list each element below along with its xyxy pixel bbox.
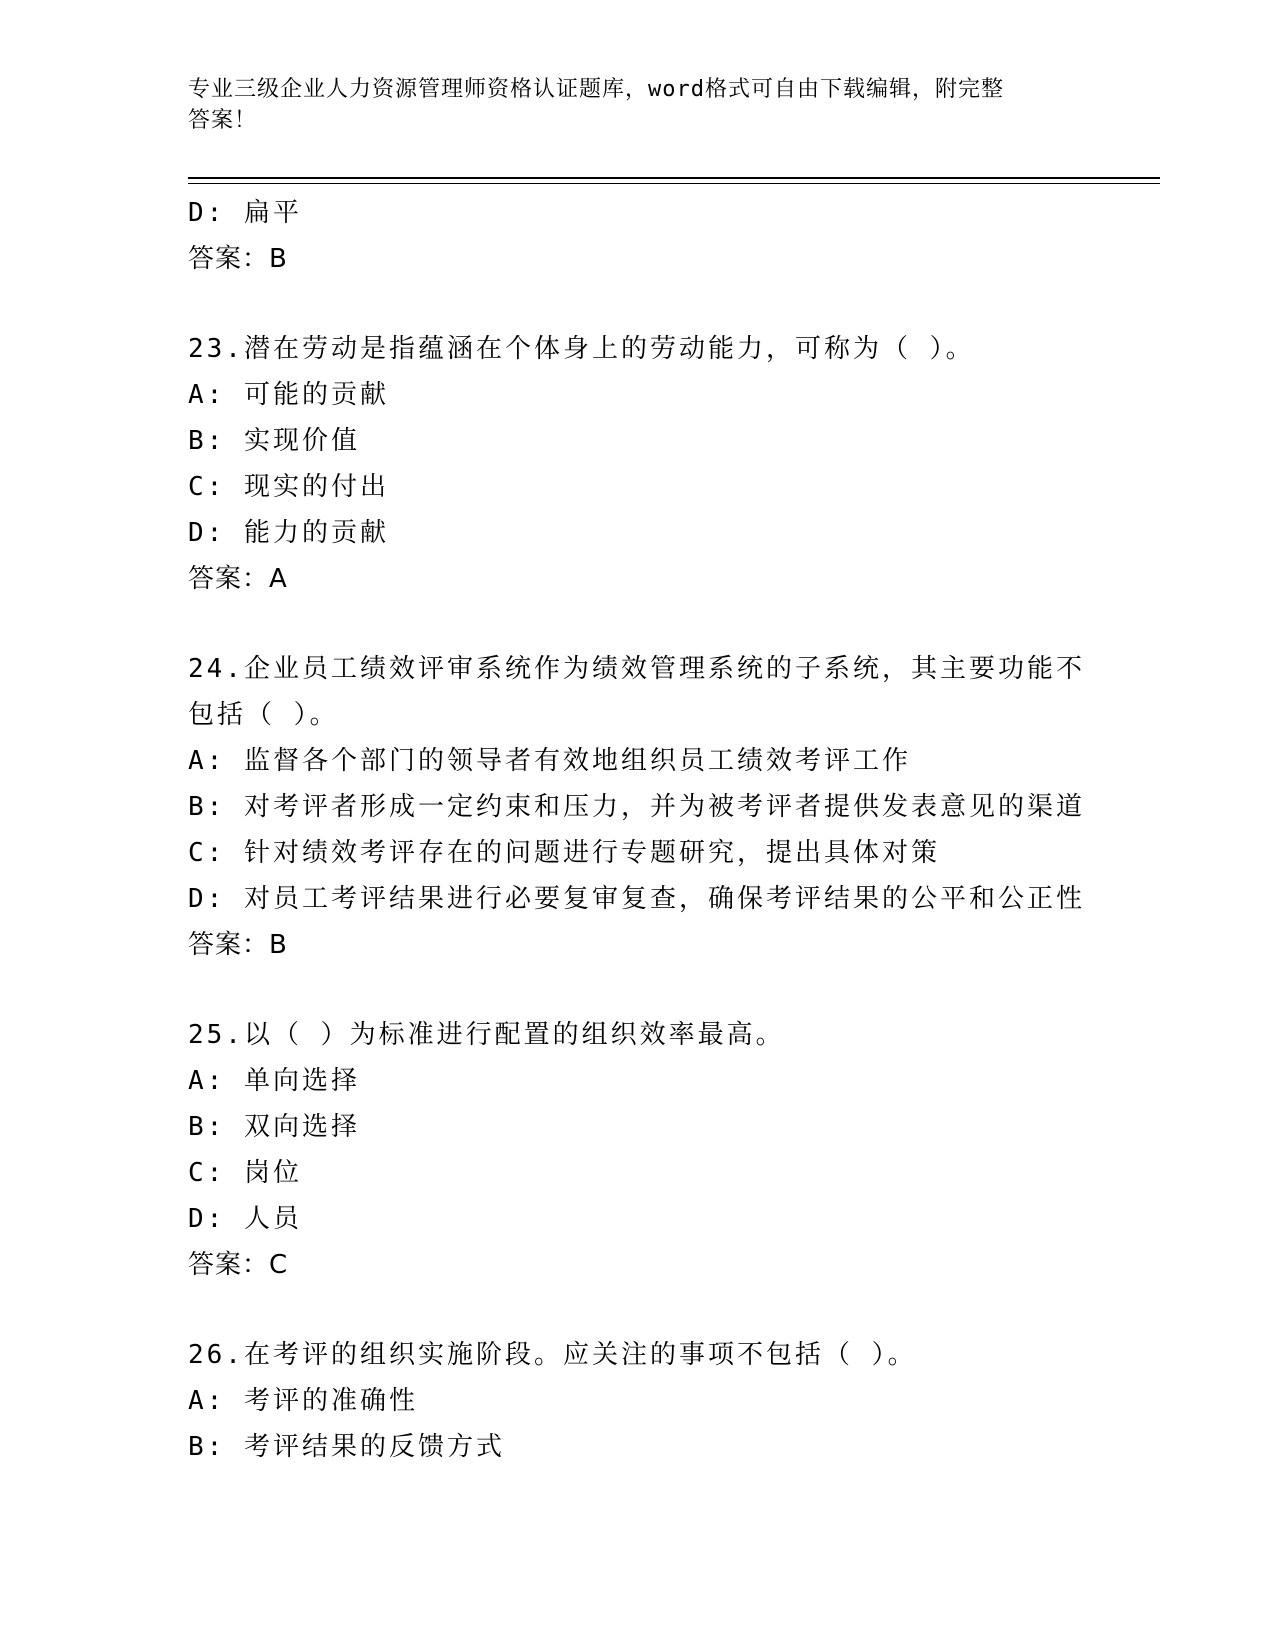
question-stem: 25.以（ ）为标准进行配置的组织效率最高。 xyxy=(188,1020,785,1050)
option-d: D: 扁平 xyxy=(188,198,302,228)
question-stem-continued: 包括（ ）。 xyxy=(188,700,339,730)
question-stem: 26.在考评的组织实施阶段。应关注的事项不包括（ ）。 xyxy=(188,1340,917,1370)
option-a: A: 监督各个部门的领导者有效地组织员工绩效考评工作 xyxy=(188,746,911,776)
question-22-tail xyxy=(188,190,1088,282)
spacer xyxy=(188,1288,1088,1332)
header-rule-thin xyxy=(188,183,1160,184)
answer: 答案：B xyxy=(188,244,288,274)
question-26 xyxy=(188,1332,1088,1470)
answer: 答案：B xyxy=(188,930,288,960)
spacer xyxy=(188,602,1088,646)
option-b: B: 实现价值 xyxy=(188,426,360,456)
header-line-1: 专业三级企业人力资源管理师资格认证题库，word格式可自由下载编辑，附完整 xyxy=(188,77,1004,102)
option-d: D: 能力的贡献 xyxy=(188,518,389,548)
header-line-2: 答案！ xyxy=(188,108,258,133)
option-a: A: 考评的准确性 xyxy=(188,1386,418,1416)
option-a: A: 可能的贡献 xyxy=(188,380,389,410)
option-d: D: 对员工考评结果进行必要复审复查，确保考评结果的公平和公正性 xyxy=(188,884,1085,914)
option-c: C: 现实的付出 xyxy=(188,472,389,502)
header-rule-thick xyxy=(188,177,1160,179)
answer: 答案：A xyxy=(188,564,288,594)
option-b: B: 双向选择 xyxy=(188,1112,360,1142)
option-c: C: 针对绩效考评存在的问题进行专题研究，提出具体对策 xyxy=(188,838,940,868)
option-c: C: 岗位 xyxy=(188,1158,302,1188)
question-24 xyxy=(188,646,1088,968)
option-b: B: 考评结果的反馈方式 xyxy=(188,1432,505,1462)
question-stem: 23.潜在劳动是指蕴涵在个体身上的劳动能力，可称为（ ）。 xyxy=(188,334,975,364)
answer: 答案：C xyxy=(188,1250,289,1280)
option-a: A: 单向选择 xyxy=(188,1066,360,1096)
page-header xyxy=(188,74,1088,136)
option-b: B: 对考评者形成一定约束和压力，并为被考评者提供发表意见的渠道 xyxy=(188,792,1085,822)
question-stem: 24.企业员工绩效评审系统作为绩效管理系统的子系统，其主要功能不 xyxy=(188,654,1085,684)
question-23 xyxy=(188,326,1088,602)
option-d: D: 人员 xyxy=(188,1204,302,1234)
question-list xyxy=(188,190,1088,1470)
question-25 xyxy=(188,1012,1088,1288)
spacer xyxy=(188,968,1088,1012)
spacer xyxy=(188,282,1088,326)
